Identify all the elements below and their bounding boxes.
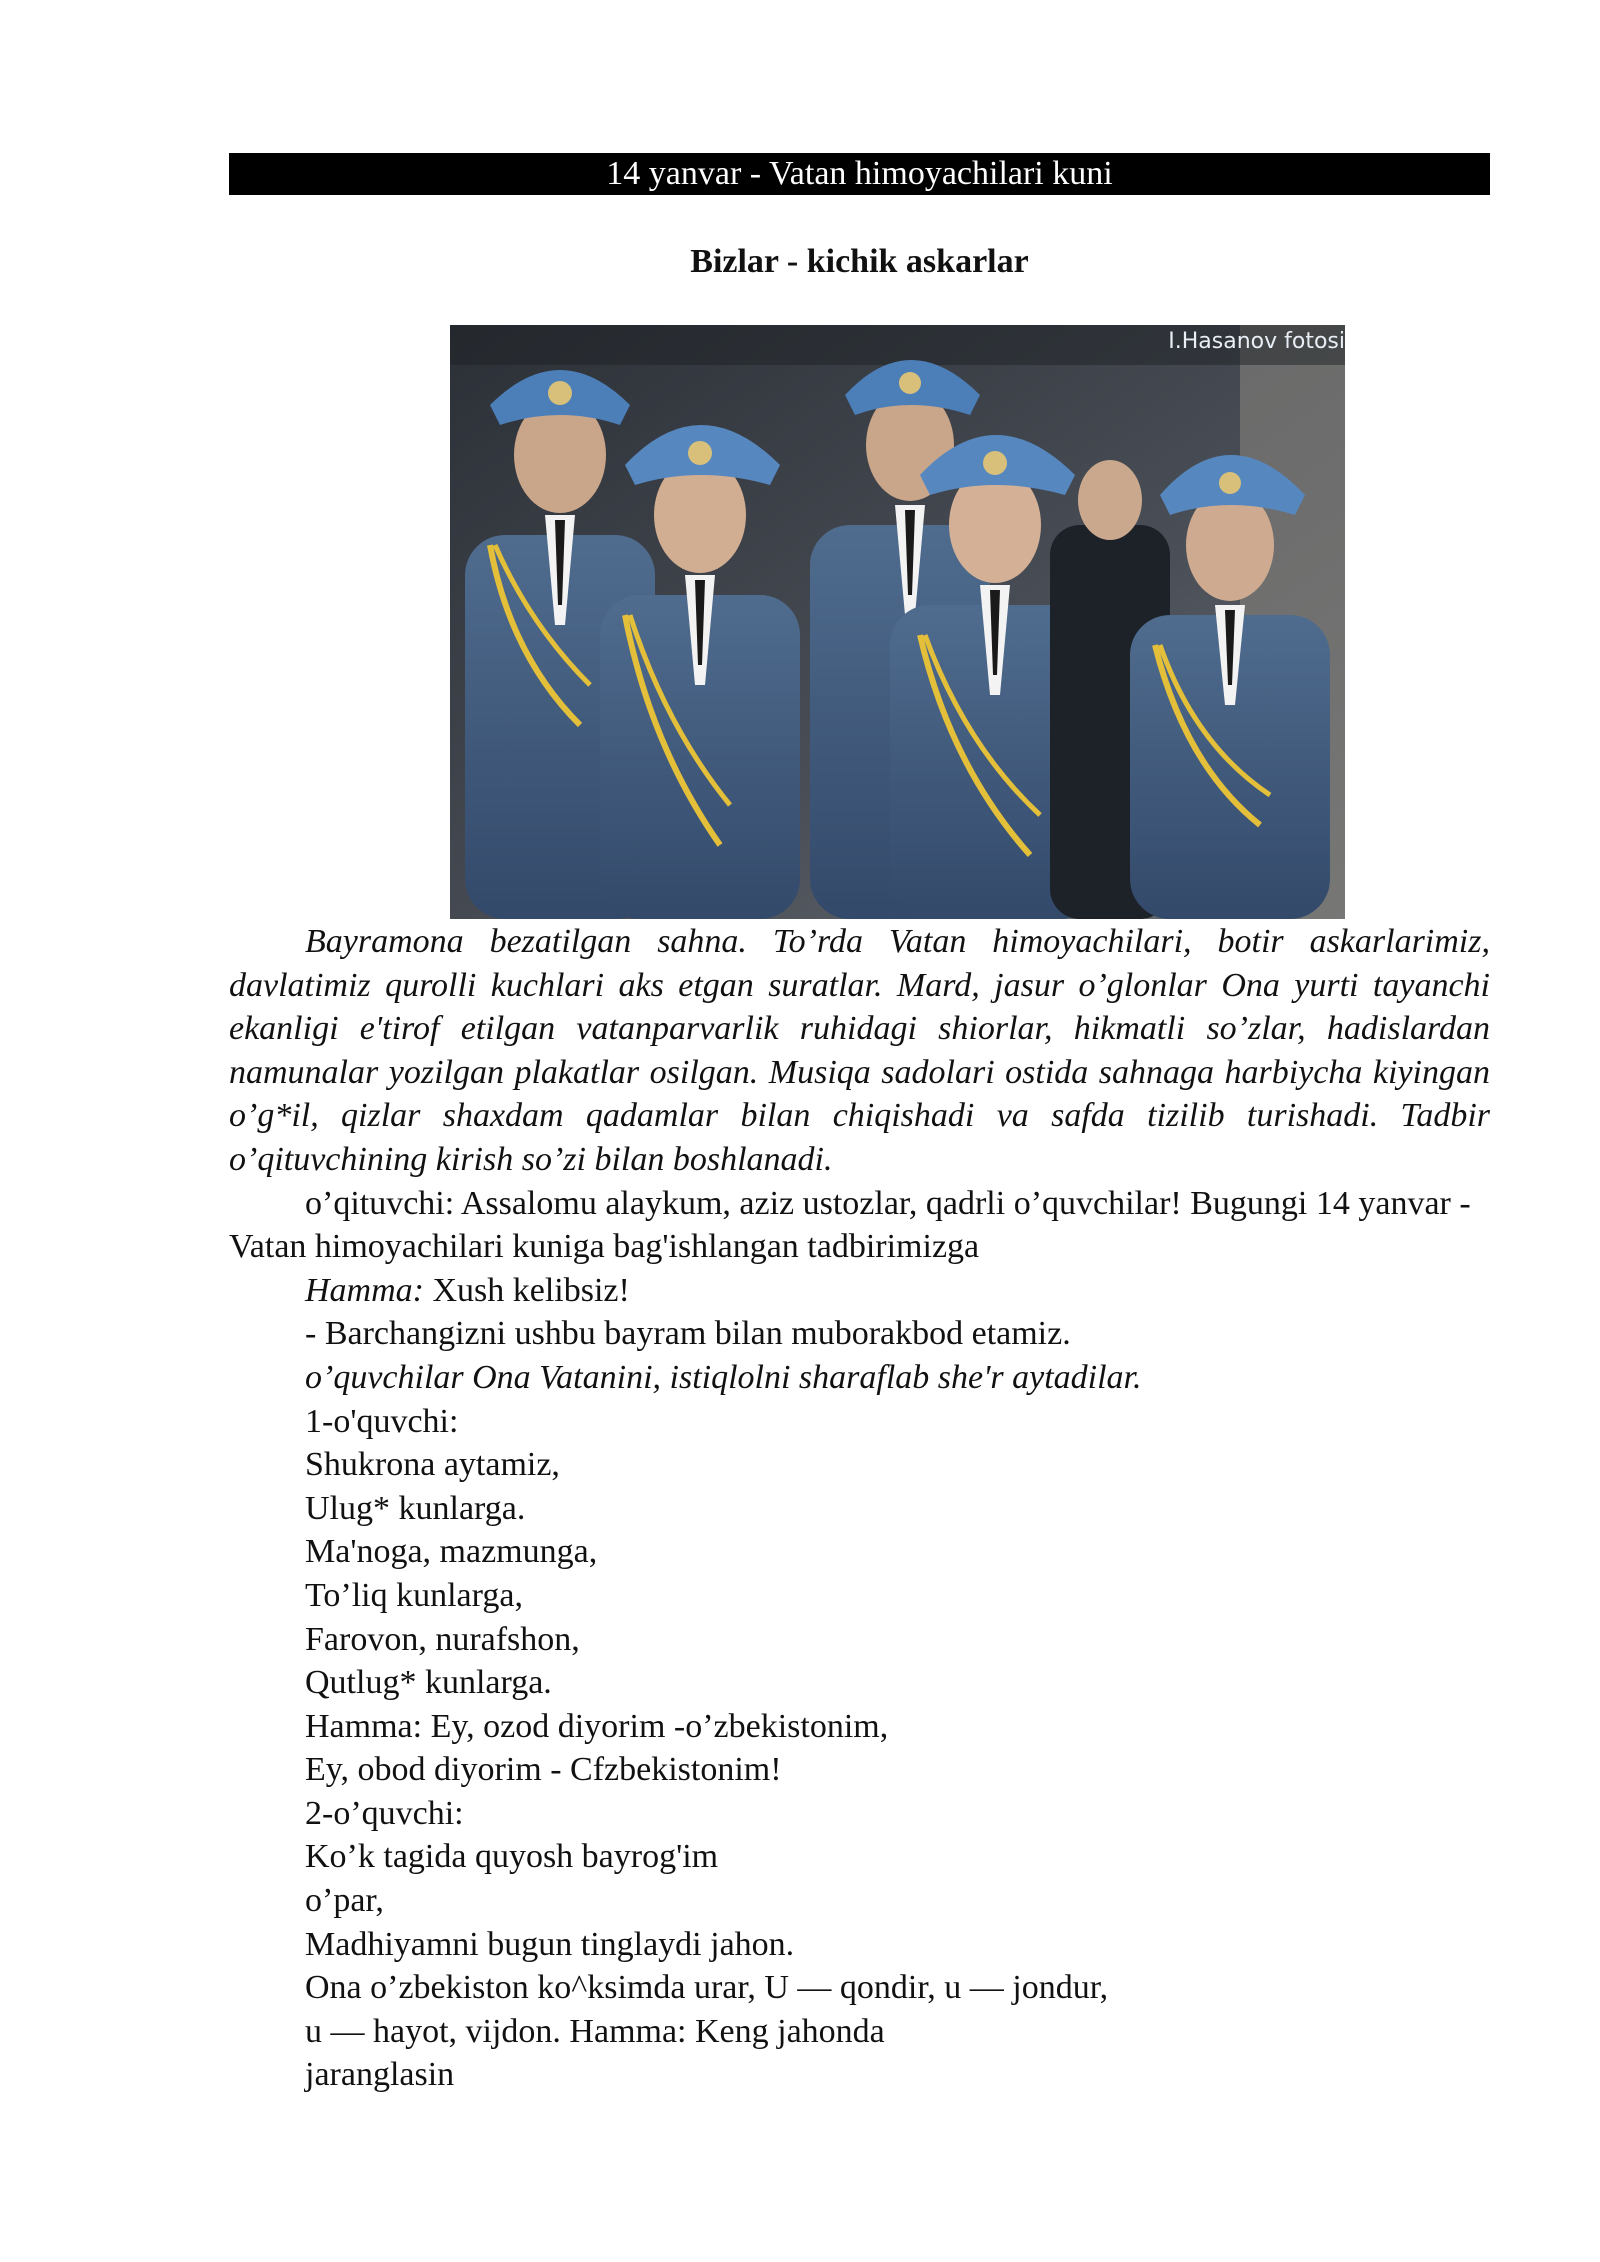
verse-line: Ulug* kunlarga. [305,1489,526,1527]
photo-credit: I.Hasanov fotosi [1168,329,1345,354]
verse-line: o’par, [305,1882,384,1920]
verse-line: Ona o’zbekiston ko^ksimda urar, U — qondir, u — jondur, [305,1969,1109,2007]
verse-line: Ma'noga, mazmunga, [305,1533,598,1571]
verse-line: Shukrona aytamiz, [305,1446,560,1484]
cadets-photo-illustration [450,325,1345,919]
verse-line: Ko’k tagida quyosh bayrog'im [305,1838,719,1876]
intro-paragraph: Bayramona bezatilgan sahna. To’rda Vatan himoyachilari, botir askarlarimiz, davlatimiz qurolli kuchlari aks etgan suratlar. Mard, jasur o’glonlar Ona yurti tayanchi ekanligi e'tirof etilgan vatanparvarlik ruhidagi shiorlar, hikmatli so’zlar, hadislardan namunalar yozilgan plakatlar osilgan. Musiqa sadolari ostida sahnaga harbiycha kiyingan o’g*il, qizlar shaxdam qadamlar bilan chiqishadi va safda tizilib turishadi. Tadbir o’qituvchining kirish so’zi bilan boshlanadi. [229,923,1490,1178]
verse-line: 2-o’quvchi: [305,1794,464,1832]
verse-line: To’liq kunlarga, [305,1576,523,1614]
all-response [229,1269,1490,1313]
all-response-text: Xush kelibsiz! [423,1271,630,1309]
verse-line: u — hayot, vijdon. Hamma: Keng jahonda [305,2012,885,2050]
cadets-photo [450,325,1345,919]
section-banner: 14 yanvar - Vatan himoyachilari kuni [229,153,1490,195]
congrats-line: - Barchangizni ushbu bayram bilan muborakbod etamiz. [305,1315,1071,1353]
verse-line: Qutlug* kunlarga. [305,1664,552,1702]
stage-direction: o’quvchilar Ona Vatanini, istiqlolni sharaflab she'r aytadilar. [305,1358,1142,1396]
article-body [229,920,1490,2097]
teacher-speech: o’qituvchi: Assalomu alaykum, aziz ustozlar, qadrli o’quvchilar! Bugungi 14 yanvar - Vatan himoyachilari kuniga bag'ishlangan tadbirimizga [229,1184,1471,1266]
all-label: Hamma: [305,1271,424,1309]
verse-line: Farovon, nurafshon, [305,1620,580,1658]
verse-line: Hamma: Ey, ozod diyorim -o’zbekistonim, [305,1707,889,1745]
verse-line: Ey, obod diyorim - Cfzbekistonim! [305,1751,782,1789]
verse-line: 1-o'quvchi: [305,1402,459,1440]
article-title: Bizlar - kichik askarlar [690,243,1029,280]
verse-line: jaranglasin [305,2056,455,2094]
verse-line: Madhiyamni bugun tinglaydi jahon. [305,1925,795,1963]
